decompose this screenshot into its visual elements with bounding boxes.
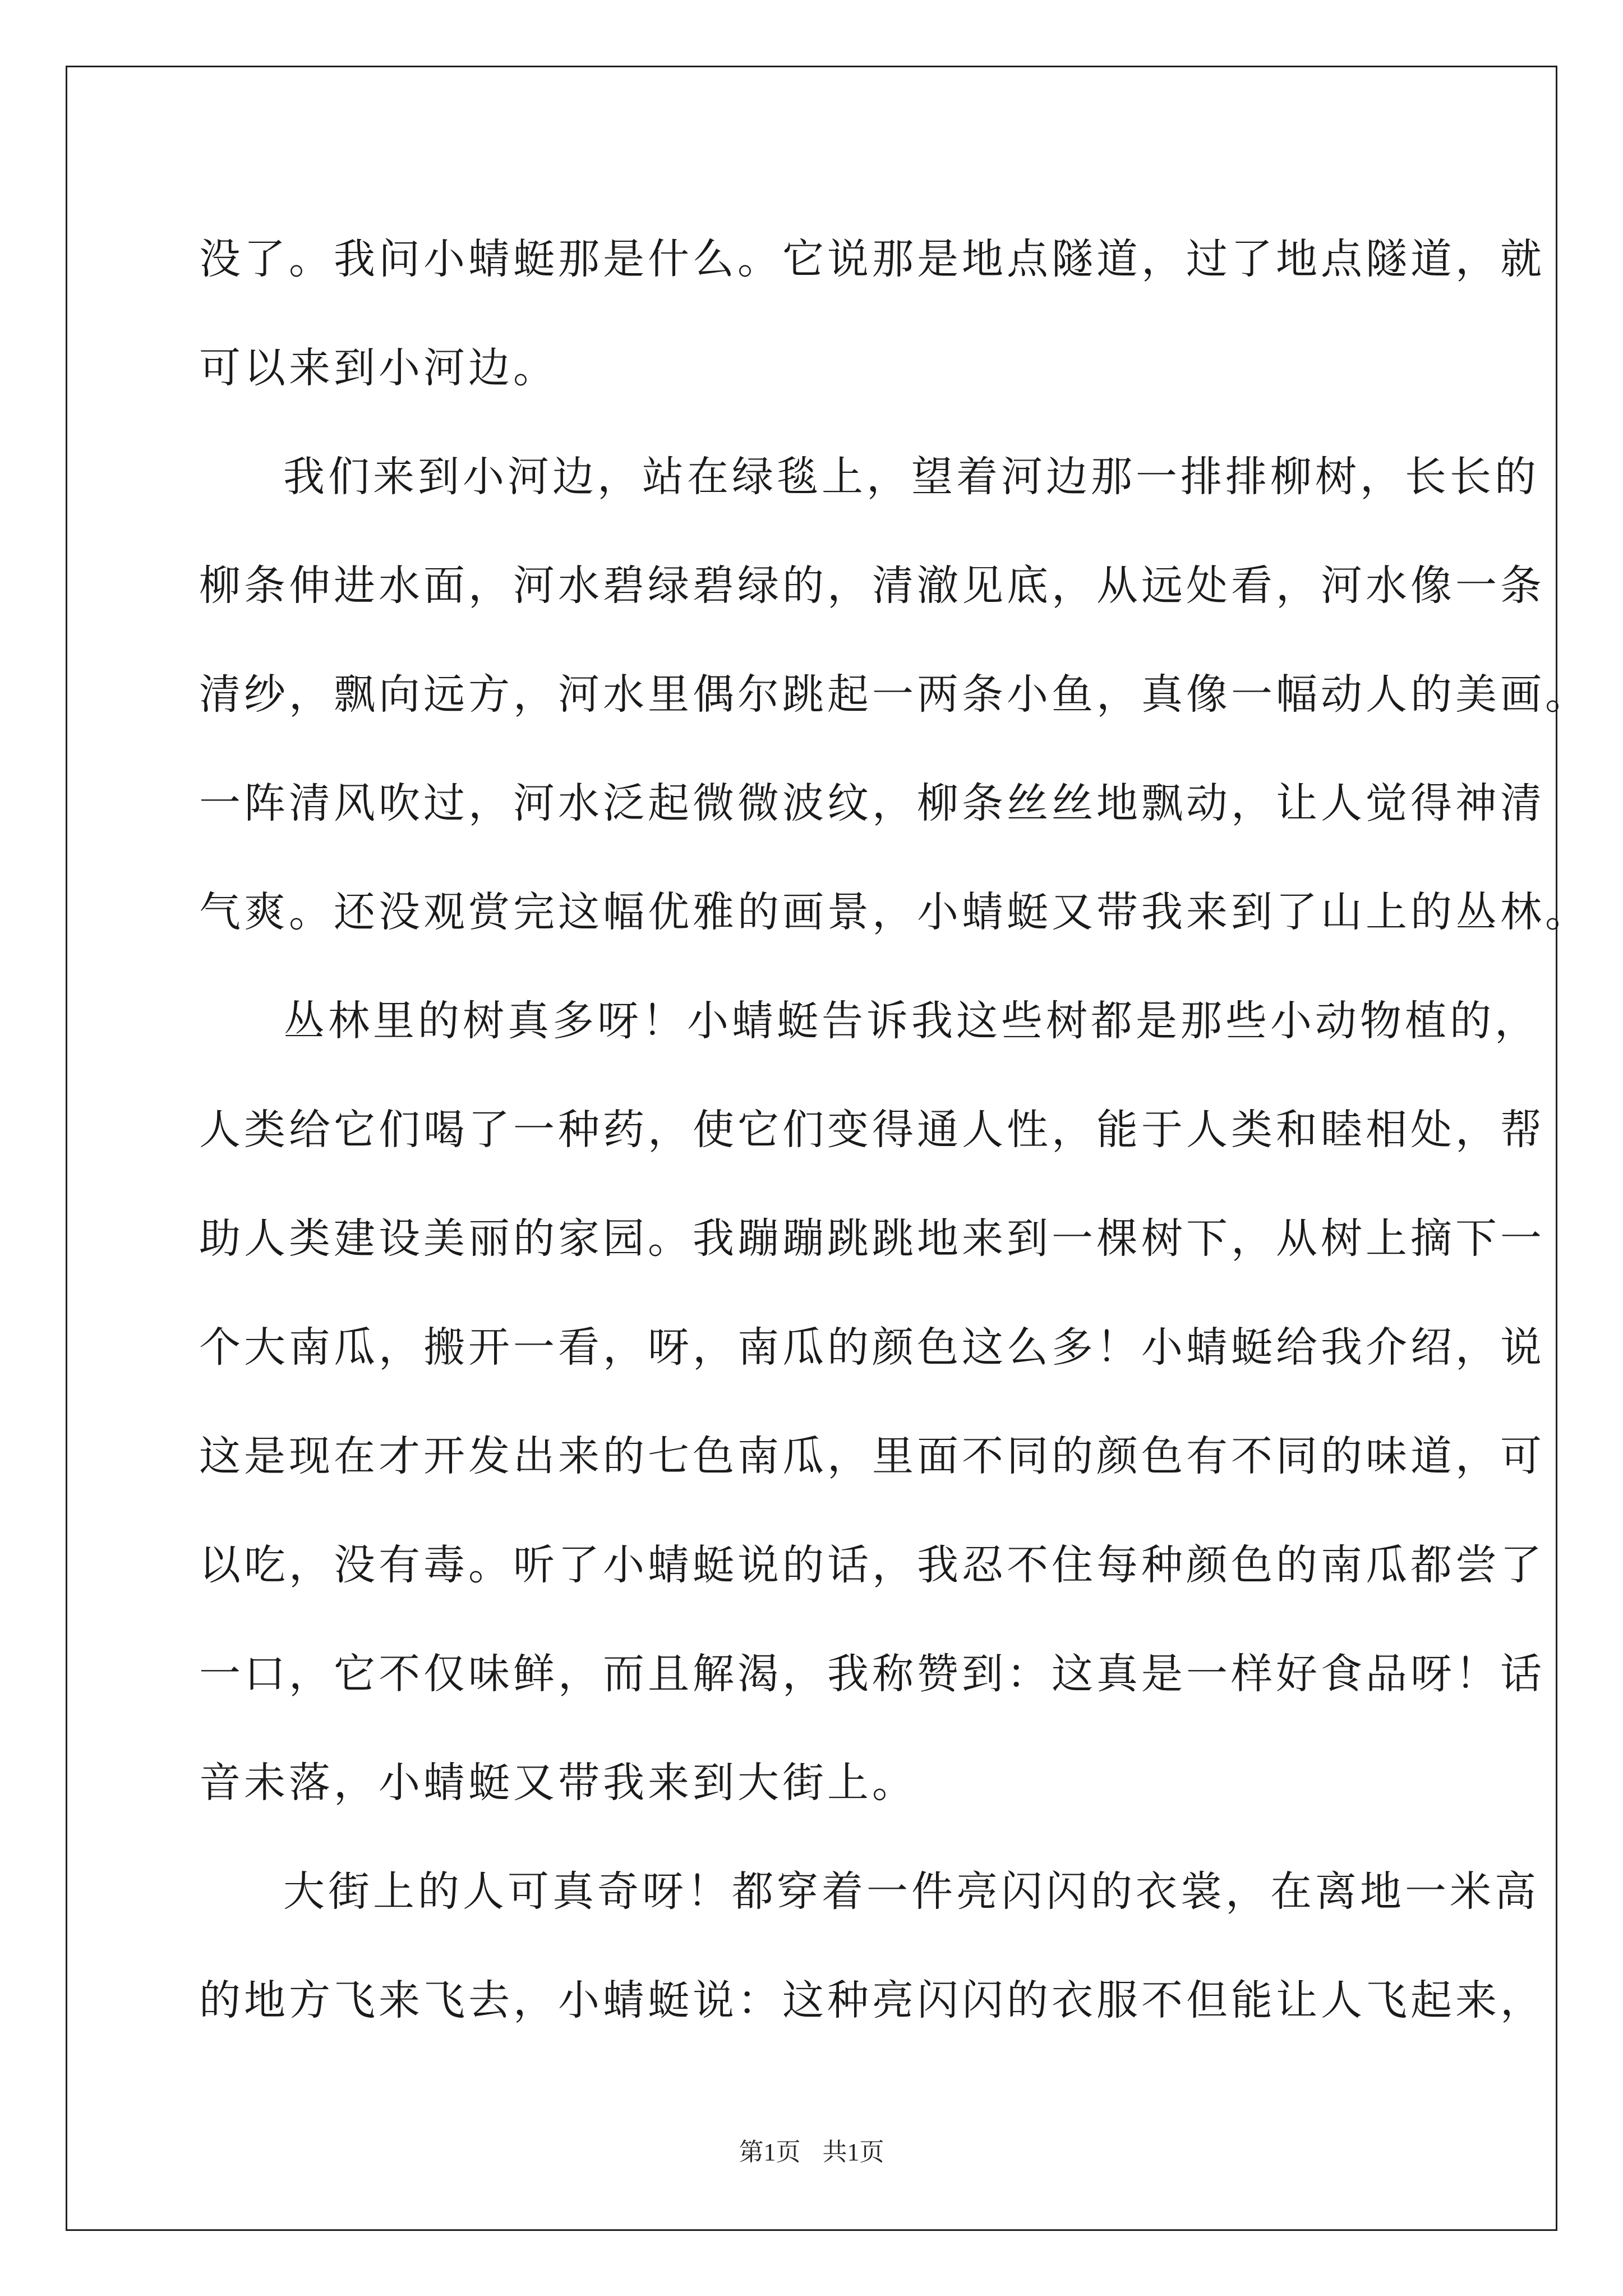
page-footer [0, 2132, 1623, 2168]
text-line: 大街上的人可真奇呀！都穿着一件亮闪闪的衣裳，在离地一米高 [283, 1867, 1539, 1916]
text-line: 可以来到小河边。 [199, 344, 558, 392]
text-line: 丛林里的树真多呀！小蜻蜓告诉我这些树都是那些小动物植的， [283, 997, 1539, 1045]
page-total: 共1页 [822, 2138, 884, 2166]
text-line: 人类给它们喝了一种药，使它们变得通人性，能于人类和睦相处，帮 [199, 1106, 1545, 1154]
text-line: 一口，它不仅味鲜，而且解渴，我称赞到：这真是一样好食品呀！话 [199, 1650, 1545, 1698]
text-line: 的地方飞来飞去，小蜻蜓说：这种亮闪闪的衣服不但能让人飞起来， [199, 1976, 1545, 2024]
text-line: 个大南瓜，搬开一看，呀，南瓜的颜色这么多！小蜻蜓给我介绍，说 [199, 1323, 1545, 1372]
text-line: 清纱，飘向远方，河水里偶尔跳起一两条小鱼，真像一幅动人的美画。 [199, 670, 1590, 719]
text-line: 音未落，小蜻蜓又带我来到大街上。 [199, 1759, 917, 1807]
text-line: 助人类建设美丽的家园。我蹦蹦跳跳地来到一棵树下，从树上摘下一 [199, 1214, 1545, 1263]
text-line: 我们来到小河边，站在绿毯上，望着河边那一排排柳树，长长的 [283, 453, 1539, 501]
text-line: 一阵清风吹过，河水泛起微微波纹，柳条丝丝地飘动，让人觉得神清 [199, 779, 1545, 827]
text-line: 以吃，没有毒。听了小蜻蜓说的话，我忍不住每种颜色的南瓜都尝了 [199, 1541, 1545, 1589]
text-line: 没了。我问小蜻蜓那是什么。它说那是地点隧道，过了地点隧道，就 [199, 235, 1545, 283]
page-number: 第1页 [739, 2138, 801, 2166]
text-line: 这是现在才开发出来的七色南瓜，里面不同的颜色有不同的味道，可 [199, 1432, 1545, 1480]
text-line: 气爽。还没观赏完这幅优雅的画景，小蜻蜓又带我来到了山上的丛林。 [199, 888, 1590, 936]
document-body [199, 205, 1590, 2055]
text-line: 柳条伸进水面，河水碧绿碧绿的，清澈见底，从远处看，河水像一条 [199, 562, 1545, 610]
